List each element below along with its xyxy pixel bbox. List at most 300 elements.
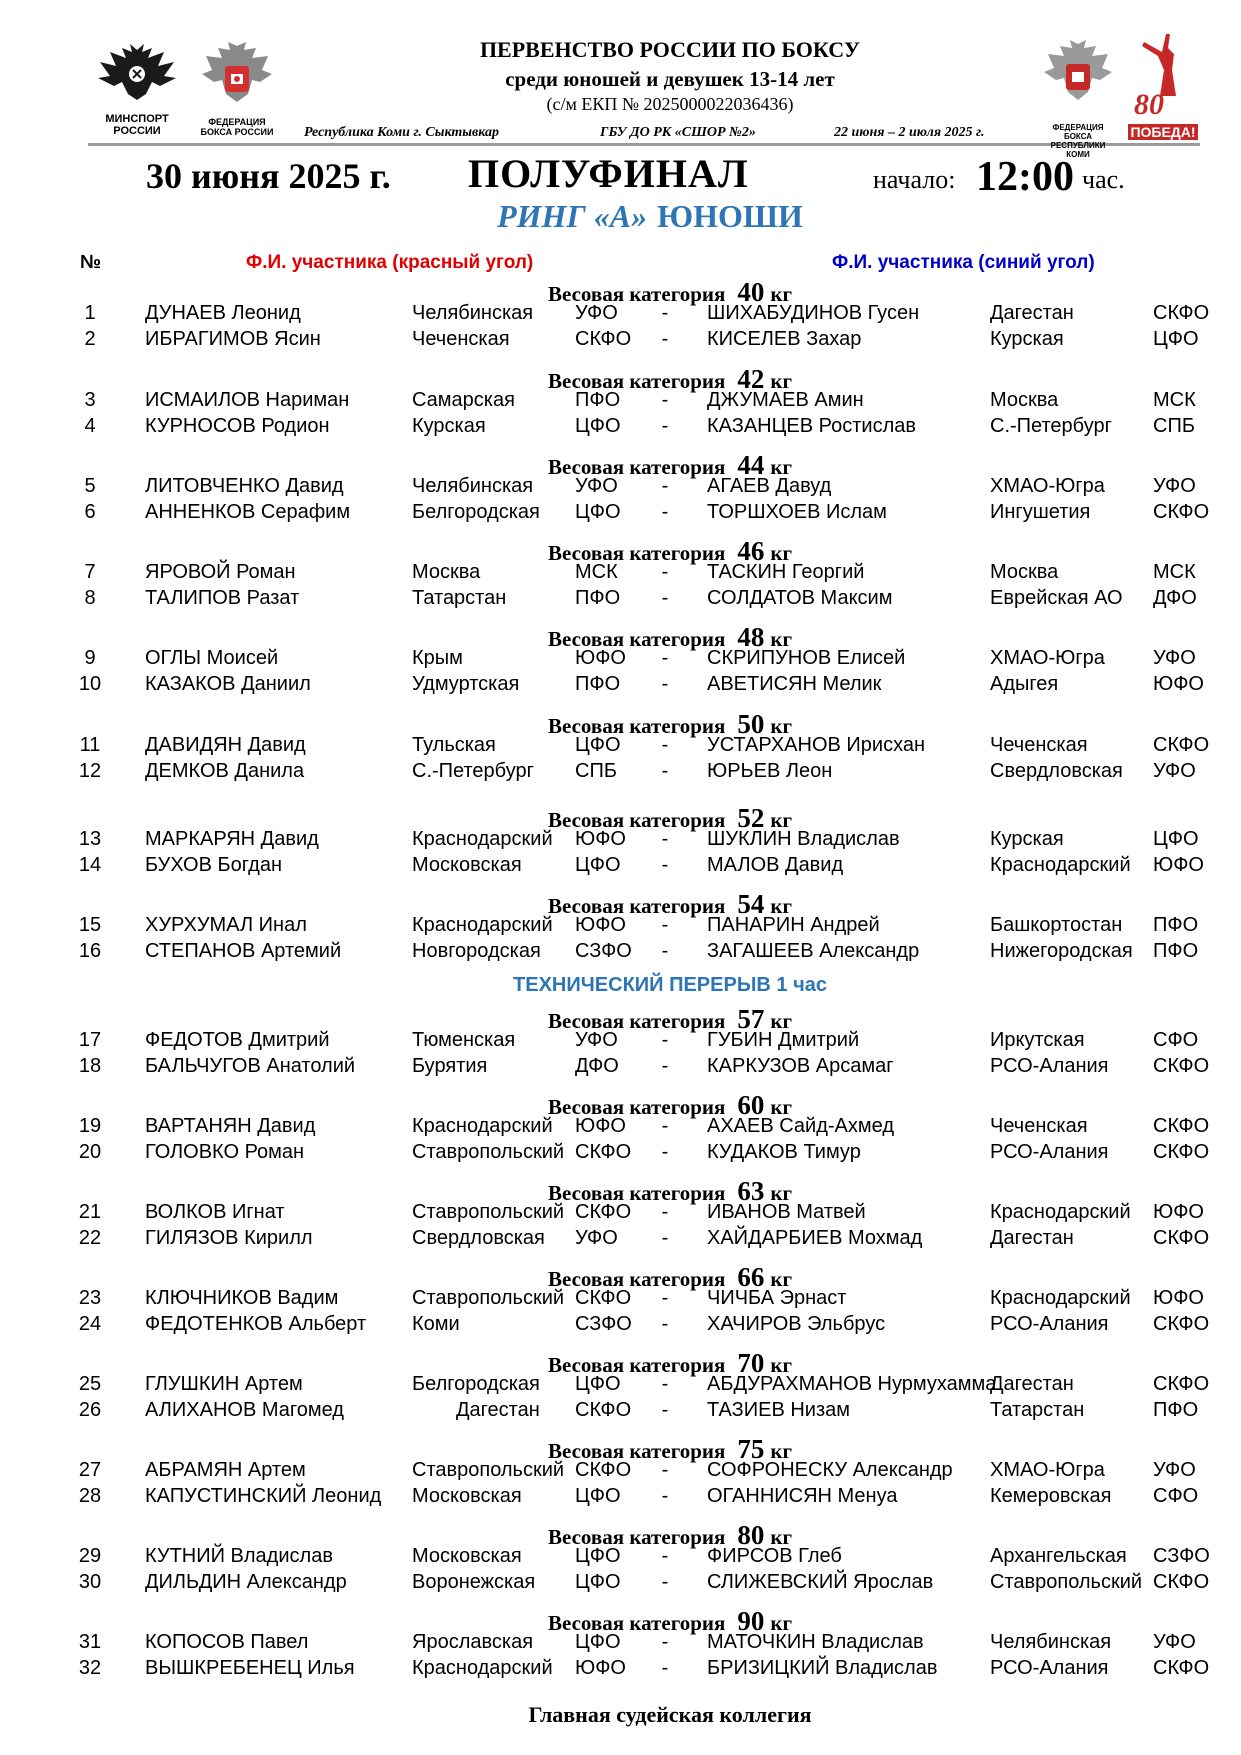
blue-boxer-district: СКФО: [1153, 1313, 1210, 1335]
blue-boxer-region: Краснодарский: [990, 854, 1131, 876]
red-boxer-district: СКФО: [575, 1201, 632, 1223]
red-boxer-region: Удмуртская: [412, 673, 520, 695]
red-boxer-region: Ставропольский: [412, 1287, 565, 1309]
blue-boxer-name: СКРИПУНОВ Елисей: [707, 647, 906, 669]
red-boxer-name: ХУРХУМАЛ Инал: [145, 914, 307, 936]
bout-number: 16: [78, 940, 102, 962]
bout-row: [0, 1313, 1241, 1339]
red-boxer-district: ЦФО: [575, 734, 621, 756]
start-time: 12:00: [976, 154, 1074, 200]
red-boxer-district: ЮФО: [575, 647, 626, 669]
red-boxer-name: КУТНИЙ Владислав: [145, 1545, 333, 1567]
bout-number: 21: [78, 1201, 102, 1223]
bout-row: [0, 1631, 1241, 1657]
weight-category-label: Весовая категория: [547, 455, 726, 479]
blue-boxer-name: УСТАРХАНОВ Ирисхан: [707, 734, 926, 756]
bout-row: [0, 475, 1241, 501]
column-number: №: [80, 252, 102, 273]
red-boxer-district: ЮФО: [575, 828, 626, 850]
red-boxer-name: АБРАМЯН Артем: [145, 1459, 306, 1481]
blue-boxer-region: Башкортостан: [990, 914, 1123, 936]
bout-number: 12: [78, 760, 102, 782]
red-boxer-region: Краснодарский: [412, 1115, 553, 1137]
red-boxer-name: ТАЛИПОВ Разат: [145, 587, 300, 609]
red-boxer-name: КАЗАКОВ Даниил: [145, 673, 311, 695]
blue-boxer-name: ТОРШХОЕВ Ислам: [707, 501, 887, 523]
blue-boxer-region: Архангельская: [990, 1545, 1127, 1567]
blue-boxer-district: ЮФО: [1153, 854, 1204, 876]
bout-row: [0, 1399, 1241, 1425]
blue-boxer-district: УФО: [1153, 475, 1196, 497]
versus-dash: -: [661, 914, 669, 936]
weight-category-label: Весовая категория: [547, 714, 726, 738]
red-boxer-region: Чеченская: [412, 328, 510, 350]
weight-category-unit: кг: [770, 627, 792, 651]
blue-boxer-name: СОЛДАТОВ Максим: [707, 587, 893, 609]
blue-boxer-name: ЗАГАШЕЕВ Александр: [707, 940, 920, 962]
weight-category-unit: кг: [770, 808, 792, 832]
blue-boxer-name: ГУБИН Дмитрий: [707, 1029, 860, 1051]
blue-boxer-name: АВЕТИСЯН Мелик: [707, 673, 882, 695]
blue-boxer-region: Свердловская: [990, 760, 1123, 782]
blue-boxer-name: КАРКУЗОВ Арсамаг: [707, 1055, 894, 1077]
weight-category-value: 52: [737, 803, 765, 833]
versus-dash: -: [661, 1545, 669, 1567]
red-boxer-region: Московская: [412, 1485, 522, 1507]
blue-boxer-region: РСО-Алания: [990, 1657, 1109, 1679]
blue-boxer-name: КАЗАНЦЕВ Ростислав: [707, 415, 916, 437]
red-boxer-region: Краснодарский: [412, 1657, 553, 1679]
blue-boxer-region: Ставропольский: [990, 1571, 1143, 1593]
bout-number: 7: [84, 561, 96, 583]
blue-boxer-region: Москва: [990, 561, 1059, 583]
bout-number: 17: [78, 1029, 102, 1051]
weight-category-value: 44: [737, 450, 765, 480]
versus-dash: -: [661, 561, 669, 583]
red-boxer-name: КОПОСОВ Павел: [145, 1631, 309, 1653]
red-boxer-region: Московская: [412, 854, 522, 876]
red-boxer-district: ЮФО: [575, 914, 626, 936]
blue-boxer-region: РСО-Алания: [990, 1141, 1109, 1163]
blue-boxer-name: ЮРЬЕВ Леон: [707, 760, 833, 782]
bout-number: 20: [78, 1141, 102, 1163]
bout-row: [0, 734, 1241, 760]
blue-boxer-district: СКФО: [1153, 1115, 1210, 1137]
blue-boxer-region: РСО-Алания: [990, 1055, 1109, 1077]
blue-boxer-region: Дагестан: [990, 1373, 1074, 1395]
bout-row: [0, 1571, 1241, 1597]
competition-title: ПЕРВЕНСТВО РОССИИ ПО БОКСУ: [479, 37, 861, 62]
red-boxer-name: МАРКАРЯН Давид: [145, 828, 319, 850]
blue-boxer-region: Ингушетия: [990, 501, 1091, 523]
red-boxer-region: Коми: [412, 1313, 460, 1335]
bout-row: [0, 561, 1241, 587]
federation-logo: [198, 42, 276, 142]
red-boxer-name: ИБРАГИМОВ Ясин: [145, 328, 321, 350]
blue-boxer-region: ХМАО-Югра: [990, 1459, 1105, 1481]
blue-boxer-district: УФО: [1153, 1631, 1196, 1653]
red-boxer-name: ОГЛЫ Моисей: [145, 647, 279, 669]
blue-boxer-district: МСК: [1153, 561, 1196, 583]
weight-category-unit: кг: [770, 455, 792, 479]
versus-dash: -: [661, 673, 669, 695]
versus-dash: -: [661, 1141, 669, 1163]
bout-number: 11: [79, 734, 101, 756]
bout-number: 8: [84, 587, 96, 609]
red-boxer-name: ДИЛЬДИН Александр: [145, 1571, 347, 1593]
blue-boxer-district: ПФО: [1153, 1399, 1199, 1421]
blue-boxer-region: Дагестан: [990, 302, 1074, 324]
bout-number: 23: [78, 1287, 102, 1309]
weight-category-value: 46: [737, 536, 765, 566]
weight-category-value: 57: [737, 1004, 765, 1034]
blue-boxer-name: АБДУРАХМАНОВ Нурмухамма: [707, 1373, 997, 1395]
minsport-logo: [92, 42, 182, 142]
weight-category-label: Весовая категория: [547, 282, 726, 306]
bout-row: [0, 1029, 1241, 1055]
bout-number: 13: [78, 828, 102, 850]
bout-row: [0, 828, 1241, 854]
red-boxer-district: ПФО: [575, 389, 621, 411]
versus-dash: -: [661, 1459, 669, 1481]
bout-row: [0, 1141, 1241, 1167]
bout-number: 5: [84, 475, 96, 497]
red-boxer-region: Ставропольский: [412, 1459, 565, 1481]
red-boxer-name: ФЕДОТЕНКОВ Альберт: [145, 1313, 367, 1335]
bout-row: [0, 647, 1241, 673]
red-boxer-name: ДАВИДЯН Давид: [145, 734, 306, 756]
blue-boxer-name: ШУКЛИН Владислав: [707, 828, 900, 850]
blue-boxer-district: СФО: [1153, 1485, 1199, 1507]
blue-boxer-district: УФО: [1153, 760, 1196, 782]
red-boxer-name: КАПУСТИНСКИЙ Леонид: [145, 1485, 382, 1507]
versus-dash: -: [661, 1399, 669, 1421]
red-boxer-district: ДФО: [575, 1055, 619, 1077]
versus-dash: -: [661, 1631, 669, 1653]
victory-80-logo: [1128, 30, 1198, 142]
bout-row: [0, 1227, 1241, 1253]
blue-boxer-name: КИСЕЛЕВ Захар: [707, 328, 862, 350]
weight-category-label: Весовая категория: [547, 1267, 726, 1291]
bout-number: 29: [78, 1545, 102, 1567]
bout-row: [0, 940, 1241, 966]
red-boxer-district: СКФО: [575, 328, 632, 350]
komi-federation-logo: [1038, 38, 1118, 159]
blue-boxer-district: ЦФО: [1153, 328, 1199, 350]
red-boxer-district: УФО: [575, 302, 618, 324]
versus-dash: -: [661, 1115, 669, 1137]
weight-category-label: Весовая категория: [547, 627, 726, 651]
versus-dash: -: [661, 475, 669, 497]
bout-number: 22: [78, 1227, 102, 1249]
victory-word: ПОБЕДА!: [1128, 124, 1198, 140]
weight-category-unit: кг: [770, 1009, 792, 1033]
bout-number: 14: [78, 854, 102, 876]
weight-category-unit: кг: [770, 1095, 792, 1119]
blue-boxer-name: ХАЧИРОВ Эльбрус: [707, 1313, 886, 1335]
red-boxer-region: Челябинская: [412, 302, 534, 324]
bout-row: [0, 1545, 1241, 1571]
red-boxer-region: Белгородская: [412, 1373, 540, 1395]
red-boxer-district: СКФО: [575, 1141, 632, 1163]
red-boxer-district: УФО: [575, 1227, 618, 1249]
weight-category-value: 54: [737, 889, 765, 919]
red-boxer-name: ВОЛКОВ Игнат: [145, 1201, 285, 1223]
blue-boxer-district: СКФО: [1153, 1141, 1210, 1163]
blue-boxer-name: ДЖУМАЕВ Амин: [707, 389, 864, 411]
competition-subtitle: среди юношей и девушек 13-14 лет: [505, 67, 835, 91]
blue-boxer-district: ПФО: [1153, 940, 1199, 962]
red-boxer-name: ВЫШКРЕБЕНЕЦ Илья: [145, 1657, 355, 1679]
blue-boxer-district: ЮФО: [1153, 1201, 1204, 1223]
red-boxer-name: АННЕНКОВ Серафим: [145, 501, 351, 523]
red-boxer-region: Московская: [412, 1545, 522, 1567]
red-boxer-name: ФЕДОТОВ Дмитрий: [145, 1029, 330, 1051]
blue-boxer-region: Челябинская: [990, 1631, 1112, 1653]
red-boxer-region: Москва: [412, 561, 481, 583]
weight-category-label: Весовая категория: [547, 1525, 726, 1549]
bout-row: [0, 854, 1241, 880]
red-boxer-district: СКФО: [575, 1459, 632, 1481]
weight-category-unit: кг: [770, 1611, 792, 1635]
blue-boxer-region: Еврейская АО: [990, 587, 1123, 609]
stage-title: ПОЛУФИНАЛ: [468, 151, 749, 196]
red-boxer-region: Челябинская: [412, 475, 534, 497]
weight-category-label: Весовая категория: [547, 541, 726, 565]
bout-row: [0, 389, 1241, 415]
bout-row: [0, 415, 1241, 441]
bout-number: 25: [78, 1373, 102, 1395]
group-label: ЮНОШИ: [657, 198, 803, 234]
weight-category-label: Весовая категория: [547, 1439, 726, 1463]
bout-number: 18: [78, 1055, 102, 1077]
blue-boxer-name: ХАЙДАРБИЕВ Мохмад: [707, 1227, 923, 1249]
blue-boxer-name: ТАСКИН Георгий: [707, 561, 865, 583]
versus-dash: -: [661, 1227, 669, 1249]
red-boxer-district: УФО: [575, 475, 618, 497]
bout-number: 1: [84, 302, 96, 324]
versus-dash: -: [661, 1029, 669, 1051]
red-boxer-district: УФО: [575, 1029, 618, 1051]
start-label: начало:: [873, 165, 956, 194]
bout-row: [0, 914, 1241, 940]
versus-dash: -: [661, 647, 669, 669]
red-boxer-name: ГИЛЯЗОВ Кирилл: [145, 1227, 313, 1249]
bout-number: 6: [84, 501, 96, 523]
blue-boxer-region: Нижегородская: [990, 940, 1133, 962]
blue-boxer-district: СКФО: [1153, 501, 1210, 523]
red-boxer-district: ЦФО: [575, 1373, 621, 1395]
blue-boxer-district: СКФО: [1153, 1227, 1210, 1249]
federation-label: ФЕДЕРАЦИЯ БОКСА РОССИИ: [200, 117, 274, 137]
weight-category-value: 70: [737, 1348, 765, 1378]
red-boxer-region: Самарская: [412, 389, 515, 411]
blue-boxer-region: Курская: [990, 328, 1064, 350]
versus-dash: -: [661, 389, 669, 411]
bout-number: 31: [78, 1631, 102, 1653]
versus-dash: -: [661, 328, 669, 350]
technical-break: ТЕХНИЧЕСКИЙ ПЕРЕРЫВ 1 час: [513, 974, 827, 996]
red-boxer-region: С.-Петербург: [412, 760, 534, 782]
red-boxer-district: СКФО: [575, 1399, 632, 1421]
blue-boxer-name: КУДАКОВ Тимур: [707, 1141, 861, 1163]
red-boxer-region: Ставропольский: [412, 1141, 565, 1163]
victory-number: 80: [1134, 88, 1164, 121]
red-boxer-district: ЦФО: [575, 1485, 621, 1507]
blue-boxer-district: СКФО: [1153, 1571, 1210, 1593]
versus-dash: -: [661, 1657, 669, 1679]
blue-boxer-district: СФО: [1153, 1029, 1199, 1051]
bout-number: 28: [78, 1485, 102, 1507]
blue-boxer-region: Иркутская: [990, 1029, 1085, 1051]
event-venue: ГБУ ДО РК «СШОР №2»: [600, 125, 756, 140]
red-boxer-region: Воронежская: [412, 1571, 536, 1593]
weight-category-value: 80: [737, 1520, 765, 1550]
bout-number: 19: [78, 1115, 102, 1137]
blue-boxer-region: С.-Петербург: [990, 415, 1112, 437]
bout-number: 24: [78, 1313, 102, 1335]
bout-row: [0, 501, 1241, 527]
blue-boxer-region: Краснодарский: [990, 1201, 1131, 1223]
versus-dash: -: [661, 734, 669, 756]
bout-row: [0, 1201, 1241, 1227]
ekp-number: (с/м ЕКП № 2025000022036436): [546, 94, 794, 114]
bout-number: 4: [84, 415, 96, 437]
weight-category-unit: кг: [770, 714, 792, 738]
red-boxer-name: ЯРОВОЙ Роман: [145, 561, 296, 583]
weight-category-unit: кг: [770, 1267, 792, 1291]
blue-boxer-district: СКФО: [1153, 1373, 1210, 1395]
bout-number: 27: [78, 1459, 102, 1481]
blue-boxer-name: МАЛОВ Давид: [707, 854, 844, 876]
bout-number: 9: [84, 647, 96, 669]
blue-boxer-region: Чеченская: [990, 1115, 1088, 1137]
weight-category-value: 75: [737, 1434, 765, 1464]
versus-dash: -: [661, 501, 669, 523]
red-boxer-region: Свердловская: [412, 1227, 545, 1249]
weight-category-unit: кг: [770, 894, 792, 918]
red-boxer-name: ДЕМКОВ Данила: [145, 760, 305, 782]
weight-category-label: Весовая категория: [547, 1095, 726, 1119]
versus-dash: -: [661, 1485, 669, 1507]
red-boxer-district: ЦФО: [575, 1545, 621, 1567]
footer-signature: Главная судейская коллегия: [528, 1702, 812, 1727]
weight-category-unit: кг: [770, 1353, 792, 1377]
red-boxer-district: ПФО: [575, 673, 621, 695]
versus-dash: -: [661, 940, 669, 962]
bout-number: 10: [78, 673, 102, 695]
bout-row: [0, 1459, 1241, 1485]
blue-boxer-region: Краснодарский: [990, 1287, 1131, 1309]
blue-boxer-name: ПАНАРИН Андрей: [707, 914, 880, 936]
bout-row: [0, 673, 1241, 699]
blue-boxer-name: СЛИЖЕВСКИЙ Ярослав: [707, 1571, 934, 1593]
header-divider: [88, 143, 1200, 146]
red-boxer-district: ЦФО: [575, 1631, 621, 1653]
versus-dash: -: [661, 1373, 669, 1395]
red-boxer-region: Ярославская: [412, 1631, 534, 1653]
weight-category-label: Весовая категория: [547, 1611, 726, 1635]
weight-category-label: Весовая категория: [547, 369, 726, 393]
red-boxer-name: ГОЛОВКО Роман: [145, 1141, 305, 1163]
red-boxer-name: БУХОВ Богдан: [145, 854, 282, 876]
red-boxer-region: Белгородская: [412, 501, 540, 523]
red-boxer-name: АЛИХАНОВ Магомед: [145, 1399, 344, 1421]
blue-boxer-name: МАТОЧКИН Владислав: [707, 1631, 924, 1653]
blue-boxer-name: ОГАННИСЯН Менуа: [707, 1485, 898, 1507]
weight-category-value: 90: [737, 1606, 765, 1636]
versus-dash: -: [661, 854, 669, 876]
weight-category-unit: кг: [770, 369, 792, 393]
bout-number: 30: [78, 1571, 102, 1593]
weight-category-unit: кг: [770, 1181, 792, 1205]
blue-boxer-name: ФИРСОВ Глеб: [707, 1545, 842, 1567]
red-boxer-district: ЦФО: [575, 854, 621, 876]
bout-row: [0, 587, 1241, 613]
weight-category-value: 48: [737, 622, 765, 652]
red-boxer-district: ЦФО: [575, 1571, 621, 1593]
blue-boxer-district: СКФО: [1153, 302, 1210, 324]
red-boxer-region: Ставропольский: [412, 1201, 565, 1223]
red-boxer-district: ПФО: [575, 587, 621, 609]
red-boxer-name: ДУНАЕВ Леонид: [145, 302, 301, 324]
blue-boxer-name: АХАЕВ Сайд-Ахмед: [707, 1115, 894, 1137]
weight-category-unit: кг: [770, 1439, 792, 1463]
weight-category-value: 66: [737, 1262, 765, 1292]
red-boxer-district: СЗФО: [575, 1313, 632, 1335]
blue-boxer-district: УФО: [1153, 1459, 1196, 1481]
red-boxer-district: МСК: [575, 561, 618, 583]
blue-boxer-district: СКФО: [1153, 1055, 1210, 1077]
column-blue-corner: Ф.И. участника (синий угол): [832, 252, 1095, 273]
red-boxer-name: ВАРТАНЯН Давид: [145, 1115, 316, 1137]
red-boxer-name: ЛИТОВЧЕНКО Давид: [145, 475, 344, 497]
start-unit: час.: [1082, 165, 1125, 194]
red-boxer-name: ГЛУШКИН Артем: [145, 1373, 303, 1395]
blue-boxer-region: Курская: [990, 828, 1064, 850]
blue-boxer-name: ТАЗИЕВ Низам: [707, 1399, 851, 1421]
bout-number: 3: [84, 389, 96, 411]
eagle-emblem-icon: [92, 42, 182, 104]
red-boxer-name: СТЕПАНОВ Артемий: [145, 940, 342, 962]
bout-row: [0, 1373, 1241, 1399]
versus-dash: -: [661, 1313, 669, 1335]
red-boxer-region: Татарстан: [412, 587, 507, 609]
weight-category-unit: кг: [770, 282, 792, 306]
blue-boxer-name: ИВАНОВ Матвей: [707, 1201, 866, 1223]
weight-category-label: Весовая категория: [547, 1181, 726, 1205]
blue-boxer-district: СПБ: [1153, 415, 1195, 437]
weight-category-value: 50: [737, 709, 765, 739]
bout-row: [0, 1657, 1241, 1683]
bout-row: [0, 1485, 1241, 1511]
red-boxer-name: ИСМАИЛОВ Нариман: [145, 389, 350, 411]
bout-number: 2: [84, 328, 96, 350]
ring-label: РИНГ «А»: [497, 198, 648, 234]
blue-boxer-region: Татарстан: [990, 1399, 1085, 1421]
column-red-corner: Ф.И. участника (красный угол): [246, 252, 534, 273]
weight-category-unit: кг: [770, 1525, 792, 1549]
blue-boxer-district: ПФО: [1153, 914, 1199, 936]
weight-category-value: 42: [737, 364, 765, 394]
weight-category-label: Весовая категория: [547, 1353, 726, 1377]
blue-boxer-district: УФО: [1153, 647, 1196, 669]
blue-boxer-region: Кемеровская: [990, 1485, 1112, 1507]
blue-boxer-name: СОФРОНЕСКУ Александр: [707, 1459, 953, 1481]
ring-heading: [300, 198, 1000, 235]
minsport-label: МИНСПОРТ РОССИИ: [105, 113, 169, 137]
bout-row: [0, 760, 1241, 786]
